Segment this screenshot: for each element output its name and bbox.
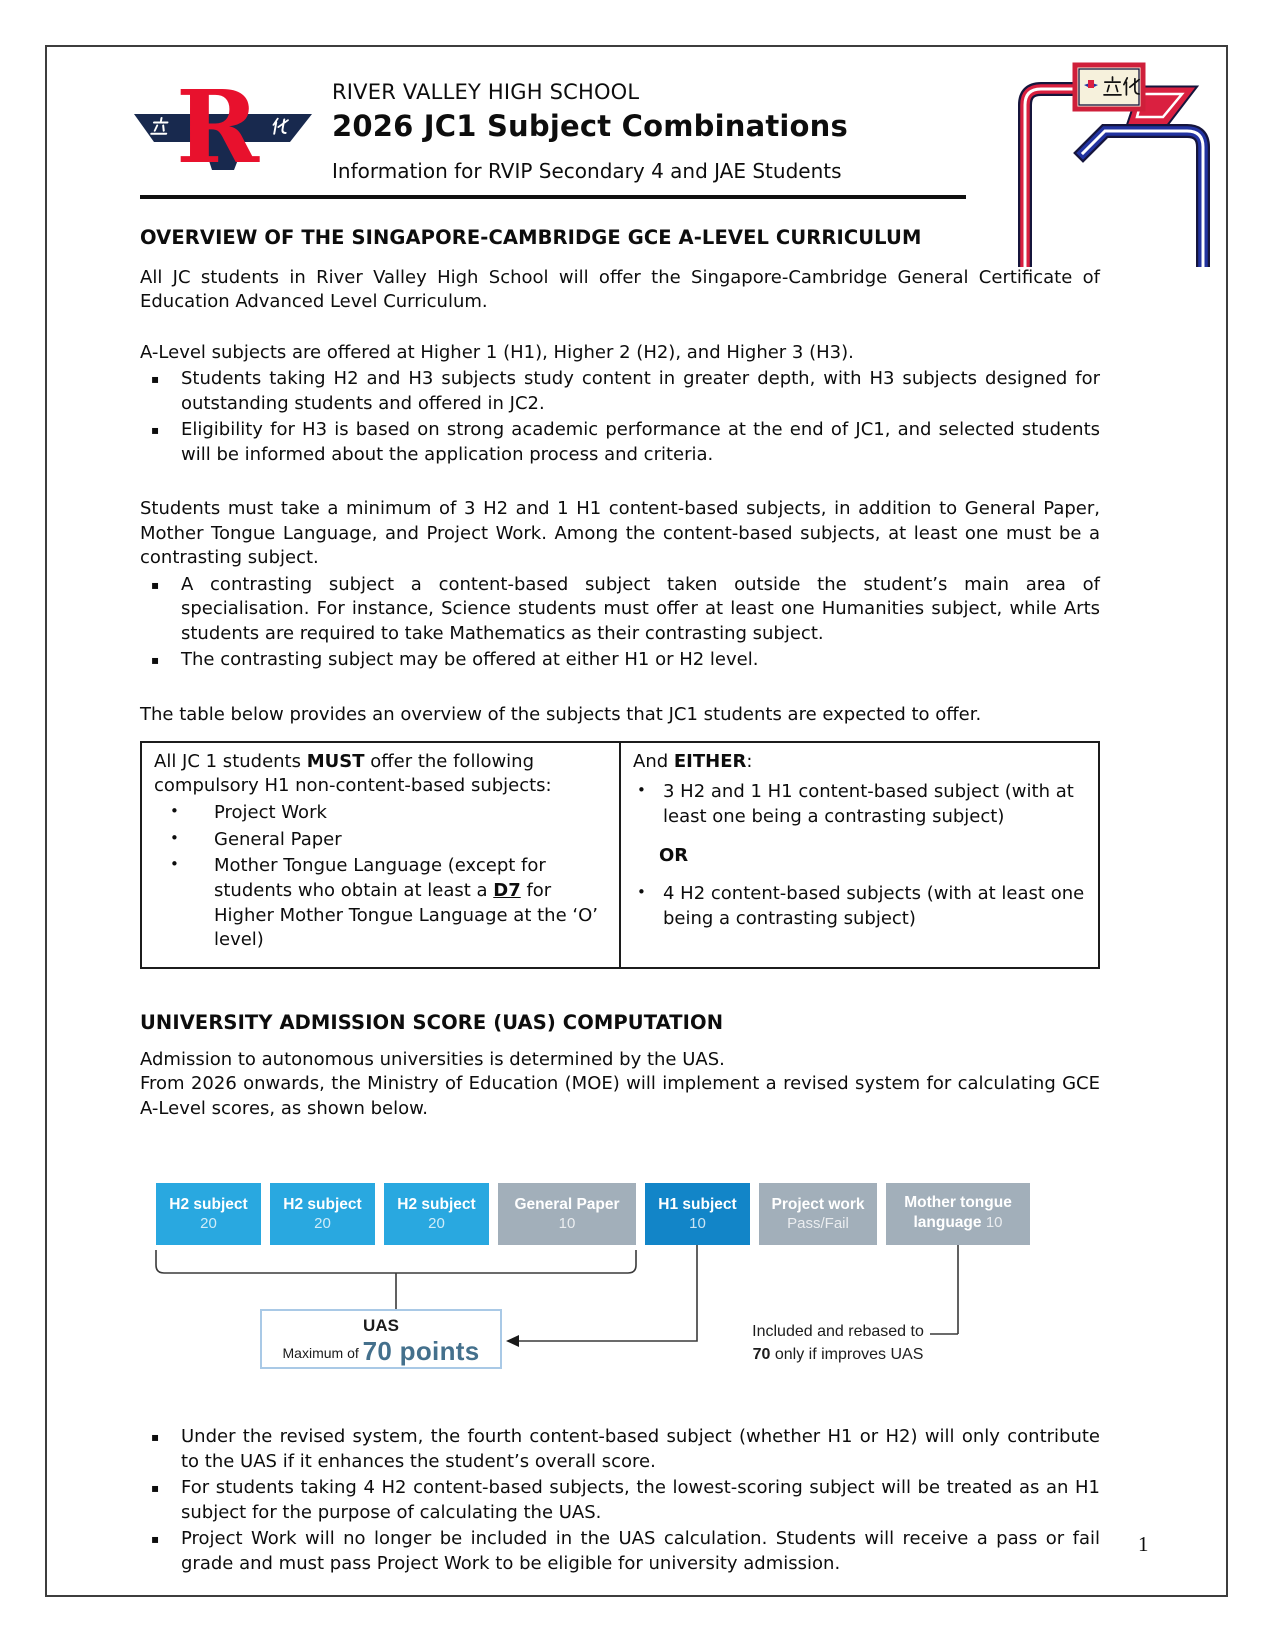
diagram-box-h2-2: H2 subject 20 <box>270 1183 375 1245</box>
square-bullet-icon: ▪ <box>151 1481 160 1496</box>
diagram-box-h2-1: H2 subject 20 <box>156 1183 261 1245</box>
overview-para-1: All JC students in River Valley High School will offer the Singapore-Cambridge General Certificate of Education Advanced Level Curriculum. <box>140 267 1100 313</box>
rebase-note: Included and rebased to 70 only if improves UAS <box>752 1323 924 1364</box>
diagram-box-h2-3: H2 subject 20 <box>384 1183 489 1245</box>
list-item <box>154 828 607 853</box>
bullet-text: Project Work will no longer be included in the UAS calculation. Students will receive a pass or fail grade and must pass Project Work to be eligible for university admission. <box>181 1528 1100 1574</box>
list-item <box>633 780 1086 829</box>
uas-computation-diagram <box>140 1183 1100 1381</box>
list-item <box>154 854 607 953</box>
page-title: 2026 JC1 Subject Combinations <box>332 109 848 143</box>
table-cell-options <box>620 742 1099 968</box>
uas-para-line2: From 2026 onwards, the Ministry of Education (MOE) will implement a revised system for calculating GCE A-Level scores, as shown below. <box>140 1073 1100 1119</box>
diagram-box-h1: H1 subject 10 <box>645 1183 750 1245</box>
list-item <box>154 801 607 826</box>
document-header <box>140 58 1100 183</box>
round-bullet-icon: • <box>170 855 179 874</box>
bullet-item <box>140 367 1100 416</box>
round-bullet-icon: • <box>637 781 646 800</box>
overview-bullet-list-2 <box>140 573 1100 674</box>
square-bullet-icon: ▪ <box>151 423 160 438</box>
uas-bullet-list <box>140 1425 1100 1576</box>
bullet-text: For students taking 4 H2 content-based subjects, the lowest-scoring subject will be treated as an H1 subject for the purpose of calculating the UAS. <box>181 1477 1100 1523</box>
bullet-text: The contrasting subject may be offered at either H1 or H2 level. <box>181 649 759 671</box>
bullet-item <box>140 573 1100 646</box>
school-name: RIVER VALLEY HIGH SCHOOL <box>332 80 640 104</box>
table-cell-compulsory <box>141 742 620 968</box>
overview-heading: OVERVIEW OF THE SINGAPORE-CAMBRIDGE GCE A-LEVEL CURRICULUM <box>140 226 922 249</box>
square-bullet-icon: ▪ <box>151 372 160 387</box>
uas-heading: UNIVERSITY ADMISSION SCORE (UAS) COMPUTATION <box>140 1011 724 1034</box>
square-bullet-icon: ▪ <box>151 577 160 592</box>
header-rule <box>140 195 966 199</box>
list-item-text: Project Work <box>214 802 327 824</box>
diagram-box-general-paper: General Paper 10 <box>498 1183 636 1245</box>
square-bullet-icon: ▪ <box>151 1532 160 1547</box>
list-item-text: 3 H2 and 1 H1 content-based subject (with at least one being a contrasting subject) <box>663 781 1074 828</box>
list-item-text: Mother Tongue Language (except for students who obtain at least a D7 for Higher Mother Tongue Language at the ‘O’ level) <box>214 855 598 951</box>
overview-para-3: Students must take a minimum of 3 H2 and 1 H1 content-based subjects, in addition to General Paper, Mother Tongue Language, and Project Work. Among the content-based subjects, at least one must be a contrasting subject. <box>140 498 1100 569</box>
bullet-item <box>140 648 1100 673</box>
round-bullet-icon: • <box>637 883 646 902</box>
square-bullet-icon: ▪ <box>151 653 160 668</box>
list-item <box>633 882 1086 931</box>
page-subtitle: Information for RVIP Secondary 4 and JAE Students <box>332 159 842 183</box>
compulsory-intro: All JC 1 students MUST offer the following compulsory H1 non-content-based subjects: <box>154 750 552 797</box>
uas-max-label: Maximum of <box>282 1345 363 1362</box>
overview-bullet-list-1 <box>140 367 1100 467</box>
uas-total-box <box>260 1309 502 1369</box>
bullet-item <box>140 418 1100 467</box>
bullet-text: Eligibility for H3 is based on strong academic performance at the end of JC1, and selected students will be informed about the application process and criteria. <box>181 419 1100 465</box>
school-logo-icon <box>132 82 314 172</box>
round-bullet-icon: • <box>170 802 179 821</box>
bullet-text: Under the revised system, the fourth content-based subject (whether H1 or H2) will only contribute to the UAS if it enhances the student’s overall score. <box>181 1426 1100 1472</box>
compulsory-list <box>154 801 607 953</box>
subject-requirements-table <box>140 741 1100 969</box>
diagram-box-mother-tongue: Mother tongue language 10 <box>886 1183 1030 1245</box>
square-bullet-icon: ▪ <box>151 1430 160 1445</box>
uas-para <box>140 1048 1100 1121</box>
bullet-item <box>140 1527 1100 1576</box>
options-intro: And EITHER: <box>633 750 753 772</box>
diagram-box-project-work: Project work Pass/Fail <box>759 1183 877 1245</box>
uas-para-line1: Admission to autonomous universities is determined by the UAS. <box>140 1049 725 1070</box>
uas-points-value: 70 points <box>362 1336 480 1367</box>
list-item-text: General Paper <box>214 828 342 850</box>
overview-para-2: A-Level subjects are offered at Higher 1 (H1), Higher 2 (H2), and Higher 3 (H3). <box>140 341 854 363</box>
bullet-item <box>140 1425 1100 1474</box>
logo-letter-r: R <box>176 82 260 172</box>
or-label: OR <box>659 844 689 866</box>
bullet-item <box>140 1476 1100 1525</box>
bullet-text: A contrasting subject a content-based subject taken outside the student’s main area of specialisation. For instance, Science students must offer at least one Humanities subject, while Arts students are required to take Mathematics as their contrasting subject. <box>181 573 1100 644</box>
list-item-text: 4 H2 content-based subjects (with at least one being a contrasting subject) <box>663 883 1085 930</box>
table-intro: The table below provides an overview of the subjects that JC1 students are expected to offer. <box>140 704 982 726</box>
page-number: 1 <box>1138 1532 1149 1556</box>
uas-box-title: UAS <box>363 1316 399 1336</box>
bullet-text: Students taking H2 and H3 subjects study content in greater depth, with H3 subjects designed for outstanding students and offered in JC2. <box>181 368 1100 414</box>
round-bullet-icon: • <box>170 828 179 847</box>
